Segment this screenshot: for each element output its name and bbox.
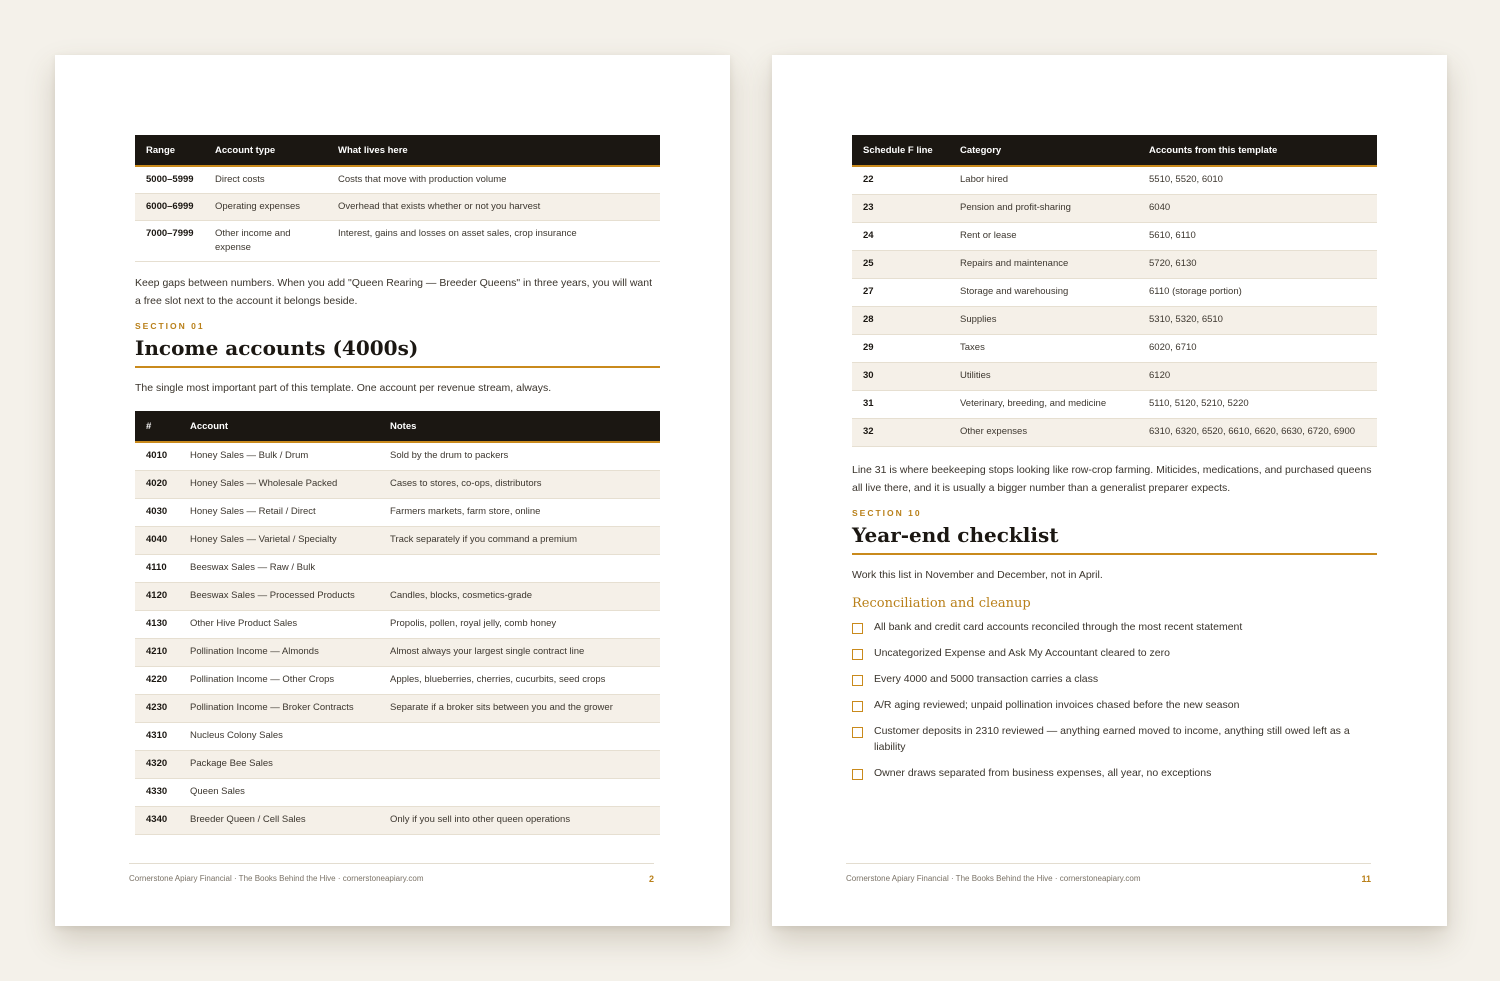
table-cell: Labor hired: [949, 166, 1138, 195]
row-key-cell: 4310: [135, 723, 179, 751]
footer-text: Cornerstone Apiary Financial · The Books Behind the Hive · cornerstoneapiary.com: [846, 874, 1141, 883]
checklist-item[interactable]: [852, 697, 1377, 713]
row-key-cell: 4010: [135, 442, 179, 471]
footer-text: Cornerstone Apiary Financial · The Books Behind the Hive · cornerstoneapiary.com: [129, 874, 424, 883]
table-cell: 6310, 6320, 6520, 6610, 6620, 6630, 6720, 6900: [1138, 419, 1377, 447]
column-header: #: [135, 411, 179, 442]
page-number: 2: [648, 874, 654, 884]
checklist-item[interactable]: [852, 619, 1377, 635]
table-cell: Breeder Queen / Cell Sales: [179, 807, 379, 835]
row-key-cell: 4230: [135, 695, 179, 723]
table-cell: 6110 (storage portion): [1138, 279, 1377, 307]
table-cell: Supplies: [949, 307, 1138, 335]
row-key-cell: 24: [852, 223, 949, 251]
table-row: [135, 527, 660, 555]
table-row: [135, 667, 660, 695]
table-row: [135, 166, 660, 194]
account-ranges-table: [135, 135, 660, 262]
table-cell: Beeswax Sales — Raw / Bulk: [179, 555, 379, 583]
table-cell: Only if you sell into other queen operations: [379, 807, 660, 835]
row-key-cell: 5000–5999: [135, 166, 204, 194]
table-cell: Farmers markets, farm store, online: [379, 499, 660, 527]
row-key-cell: 27: [852, 279, 949, 307]
table-row: [135, 555, 660, 583]
checklist-item-label: A/R aging reviewed; unpaid pollination invoices chased before the new season: [874, 699, 1240, 711]
table-cell: Pollination Income — Broker Contracts: [179, 695, 379, 723]
table-cell: Queen Sales: [179, 779, 379, 807]
table-row: [852, 363, 1377, 391]
table-cell: [379, 723, 660, 751]
column-header: Notes: [379, 411, 660, 442]
row-key-cell: 4120: [135, 583, 179, 611]
table-cell: Other Hive Product Sales: [179, 611, 379, 639]
column-header: Category: [949, 135, 1138, 166]
checkbox-icon[interactable]: [852, 727, 863, 738]
row-key-cell: 30: [852, 363, 949, 391]
checklist-item[interactable]: [852, 645, 1377, 661]
section-intro: Work this list in November and December, not in April.: [852, 569, 1103, 581]
row-key-cell: 7000–7999: [135, 221, 204, 262]
table-cell: [379, 751, 660, 779]
table-row: [135, 471, 660, 499]
row-key-cell: 22: [852, 166, 949, 195]
checkbox-icon[interactable]: [852, 769, 863, 780]
row-key-cell: 25: [852, 251, 949, 279]
table-cell: Other income and expense: [204, 221, 327, 262]
checklist-item-label: Every 4000 and 5000 transaction carries a class: [874, 673, 1099, 685]
row-key-cell: 4210: [135, 639, 179, 667]
table-body: [852, 166, 1377, 447]
checkbox-icon[interactable]: [852, 649, 863, 660]
table-cell: Direct costs: [204, 166, 327, 194]
row-key-cell: 4340: [135, 807, 179, 835]
table-cell: 5610, 6110: [1138, 223, 1377, 251]
table-cell: Pollination Income — Almonds: [179, 639, 379, 667]
table-cell: Taxes: [949, 335, 1138, 363]
table-cell: Pollination Income — Other Crops: [179, 667, 379, 695]
table-cell: Rent or lease: [949, 223, 1138, 251]
column-header: Range: [135, 135, 204, 166]
checklist-item[interactable]: [852, 671, 1377, 687]
table-cell: Beeswax Sales — Processed Products: [179, 583, 379, 611]
row-key-cell: 4320: [135, 751, 179, 779]
table-row: [135, 499, 660, 527]
checklist-item[interactable]: [852, 765, 1377, 781]
row-key-cell: 23: [852, 195, 949, 223]
table-cell: Almost always your largest single contract line: [379, 639, 660, 667]
document-page-11: [772, 55, 1447, 926]
checklist-item-label: Owner draws separated from business expenses, all year, no exceptions: [874, 767, 1212, 779]
table-cell: Cases to stores, co-ops, distributors: [379, 471, 660, 499]
table-cell: Utilities: [949, 363, 1138, 391]
row-key-cell: 4020: [135, 471, 179, 499]
table-row: [135, 611, 660, 639]
row-key-cell: 4130: [135, 611, 179, 639]
table-cell: Overhead that exists whether or not you harvest: [327, 194, 660, 221]
row-key-cell: 31: [852, 391, 949, 419]
checkbox-icon[interactable]: [852, 675, 863, 686]
row-key-cell: 4330: [135, 779, 179, 807]
table-row: [852, 166, 1377, 195]
table-cell: Storage and warehousing: [949, 279, 1138, 307]
row-key-cell: 28: [852, 307, 949, 335]
section-title: Income accounts (4000s): [135, 336, 660, 368]
row-key-cell: 6000–6999: [135, 194, 204, 221]
page-footer: [846, 863, 1371, 890]
table-header-row: [135, 411, 660, 442]
table-row: [852, 195, 1377, 223]
checklist-item[interactable]: [852, 723, 1377, 755]
table-header-row: [135, 135, 660, 166]
table-cell: 5110, 5120, 5210, 5220: [1138, 391, 1377, 419]
row-key-cell: 4110: [135, 555, 179, 583]
table-body: [135, 166, 660, 262]
checkbox-icon[interactable]: [852, 623, 863, 634]
checklist-item-label: Uncategorized Expense and Ask My Accountant cleared to zero: [874, 647, 1170, 659]
table-cell: Apples, blueberries, cherries, cucurbits, seed crops: [379, 667, 660, 695]
table-row: [135, 751, 660, 779]
section-label: SECTION 01: [135, 321, 205, 331]
row-key-cell: 29: [852, 335, 949, 363]
document-page-2: [55, 55, 730, 926]
table-row: [852, 391, 1377, 419]
checkbox-icon[interactable]: [852, 701, 863, 712]
page-number: 11: [1361, 874, 1371, 884]
table-row: [135, 779, 660, 807]
table-row: [852, 251, 1377, 279]
table-row: [135, 194, 660, 221]
table-row: [135, 442, 660, 471]
table-cell: Honey Sales — Wholesale Packed: [179, 471, 379, 499]
section-label: SECTION 10: [852, 508, 922, 518]
table-cell: 6040: [1138, 195, 1377, 223]
table-cell: [379, 779, 660, 807]
table-cell: Package Bee Sales: [179, 751, 379, 779]
table-cell: Propolis, pollen, royal jelly, comb honey: [379, 611, 660, 639]
table-cell: Candles, blocks, cosmetics-grade: [379, 583, 660, 611]
line31-note: Line 31 is where beekeeping stops looking like row-crop farming. Miticides, medications, and purchased queens all live there, and it is usually a bigger number than a generalist preparer expects.: [852, 464, 1372, 494]
subheading: Reconciliation and cleanup: [852, 596, 1031, 611]
section-title: Year-end checklist: [852, 523, 1377, 555]
column-header: Account: [179, 411, 379, 442]
gap-note: Keep gaps between numbers. When you add "Queen Rearing — Breeder Queens" in three years, you will want a free slot next to the account it belongs beside.: [135, 277, 652, 307]
table-cell: 5310, 5320, 6510: [1138, 307, 1377, 335]
row-key-cell: 4220: [135, 667, 179, 695]
table-row: [135, 639, 660, 667]
section-intro: The single most important part of this template. One account per revenue stream, always.: [135, 382, 552, 394]
table-cell: Honey Sales — Bulk / Drum: [179, 442, 379, 471]
checklist: [852, 619, 1377, 781]
column-header: Account type: [204, 135, 327, 166]
table-cell: Repairs and maintenance: [949, 251, 1138, 279]
column-header: What lives here: [327, 135, 660, 166]
table-body: [135, 442, 660, 835]
table-cell: [379, 555, 660, 583]
row-key-cell: 4040: [135, 527, 179, 555]
table-cell: Nucleus Colony Sales: [179, 723, 379, 751]
table-cell: Track separately if you command a premium: [379, 527, 660, 555]
table-cell: Costs that move with production volume: [327, 166, 660, 194]
table-row: [135, 695, 660, 723]
table-header-row: [852, 135, 1377, 166]
table-row: [852, 335, 1377, 363]
table-cell: Other expenses: [949, 419, 1138, 447]
table-cell: 5720, 6130: [1138, 251, 1377, 279]
table-row: [852, 307, 1377, 335]
page-footer: [129, 863, 654, 890]
table-cell: Interest, gains and losses on asset sales, crop insurance: [327, 221, 660, 262]
table-row: [852, 223, 1377, 251]
table-row: [852, 279, 1377, 307]
column-header: Accounts from this template: [1138, 135, 1377, 166]
checklist-item-label: All bank and credit card accounts reconciled through the most recent statement: [874, 621, 1243, 633]
income-accounts-table: [135, 411, 660, 835]
table-cell: Pension and profit-sharing: [949, 195, 1138, 223]
table-cell: Operating expenses: [204, 194, 327, 221]
table-cell: Honey Sales — Retail / Direct: [179, 499, 379, 527]
table-cell: Honey Sales — Varietal / Specialty: [179, 527, 379, 555]
row-key-cell: 4030: [135, 499, 179, 527]
table-row: [852, 419, 1377, 447]
table-row: [135, 723, 660, 751]
table-cell: 6020, 6710: [1138, 335, 1377, 363]
table-cell: Veterinary, breeding, and medicine: [949, 391, 1138, 419]
schedule-f-table: [852, 135, 1377, 447]
table-cell: Sold by the drum to packers: [379, 442, 660, 471]
table-cell: 6120: [1138, 363, 1377, 391]
table-cell: 5510, 5520, 6010: [1138, 166, 1377, 195]
table-row: [135, 583, 660, 611]
column-header: Schedule F line: [852, 135, 949, 166]
checklist-item-label: Customer deposits in 2310 reviewed — anything earned moved to income, anything still owed left as a liability: [874, 725, 1350, 753]
table-row: [135, 807, 660, 835]
table-cell: Separate if a broker sits between you and the grower: [379, 695, 660, 723]
table-row: [135, 221, 660, 262]
row-key-cell: 32: [852, 419, 949, 447]
